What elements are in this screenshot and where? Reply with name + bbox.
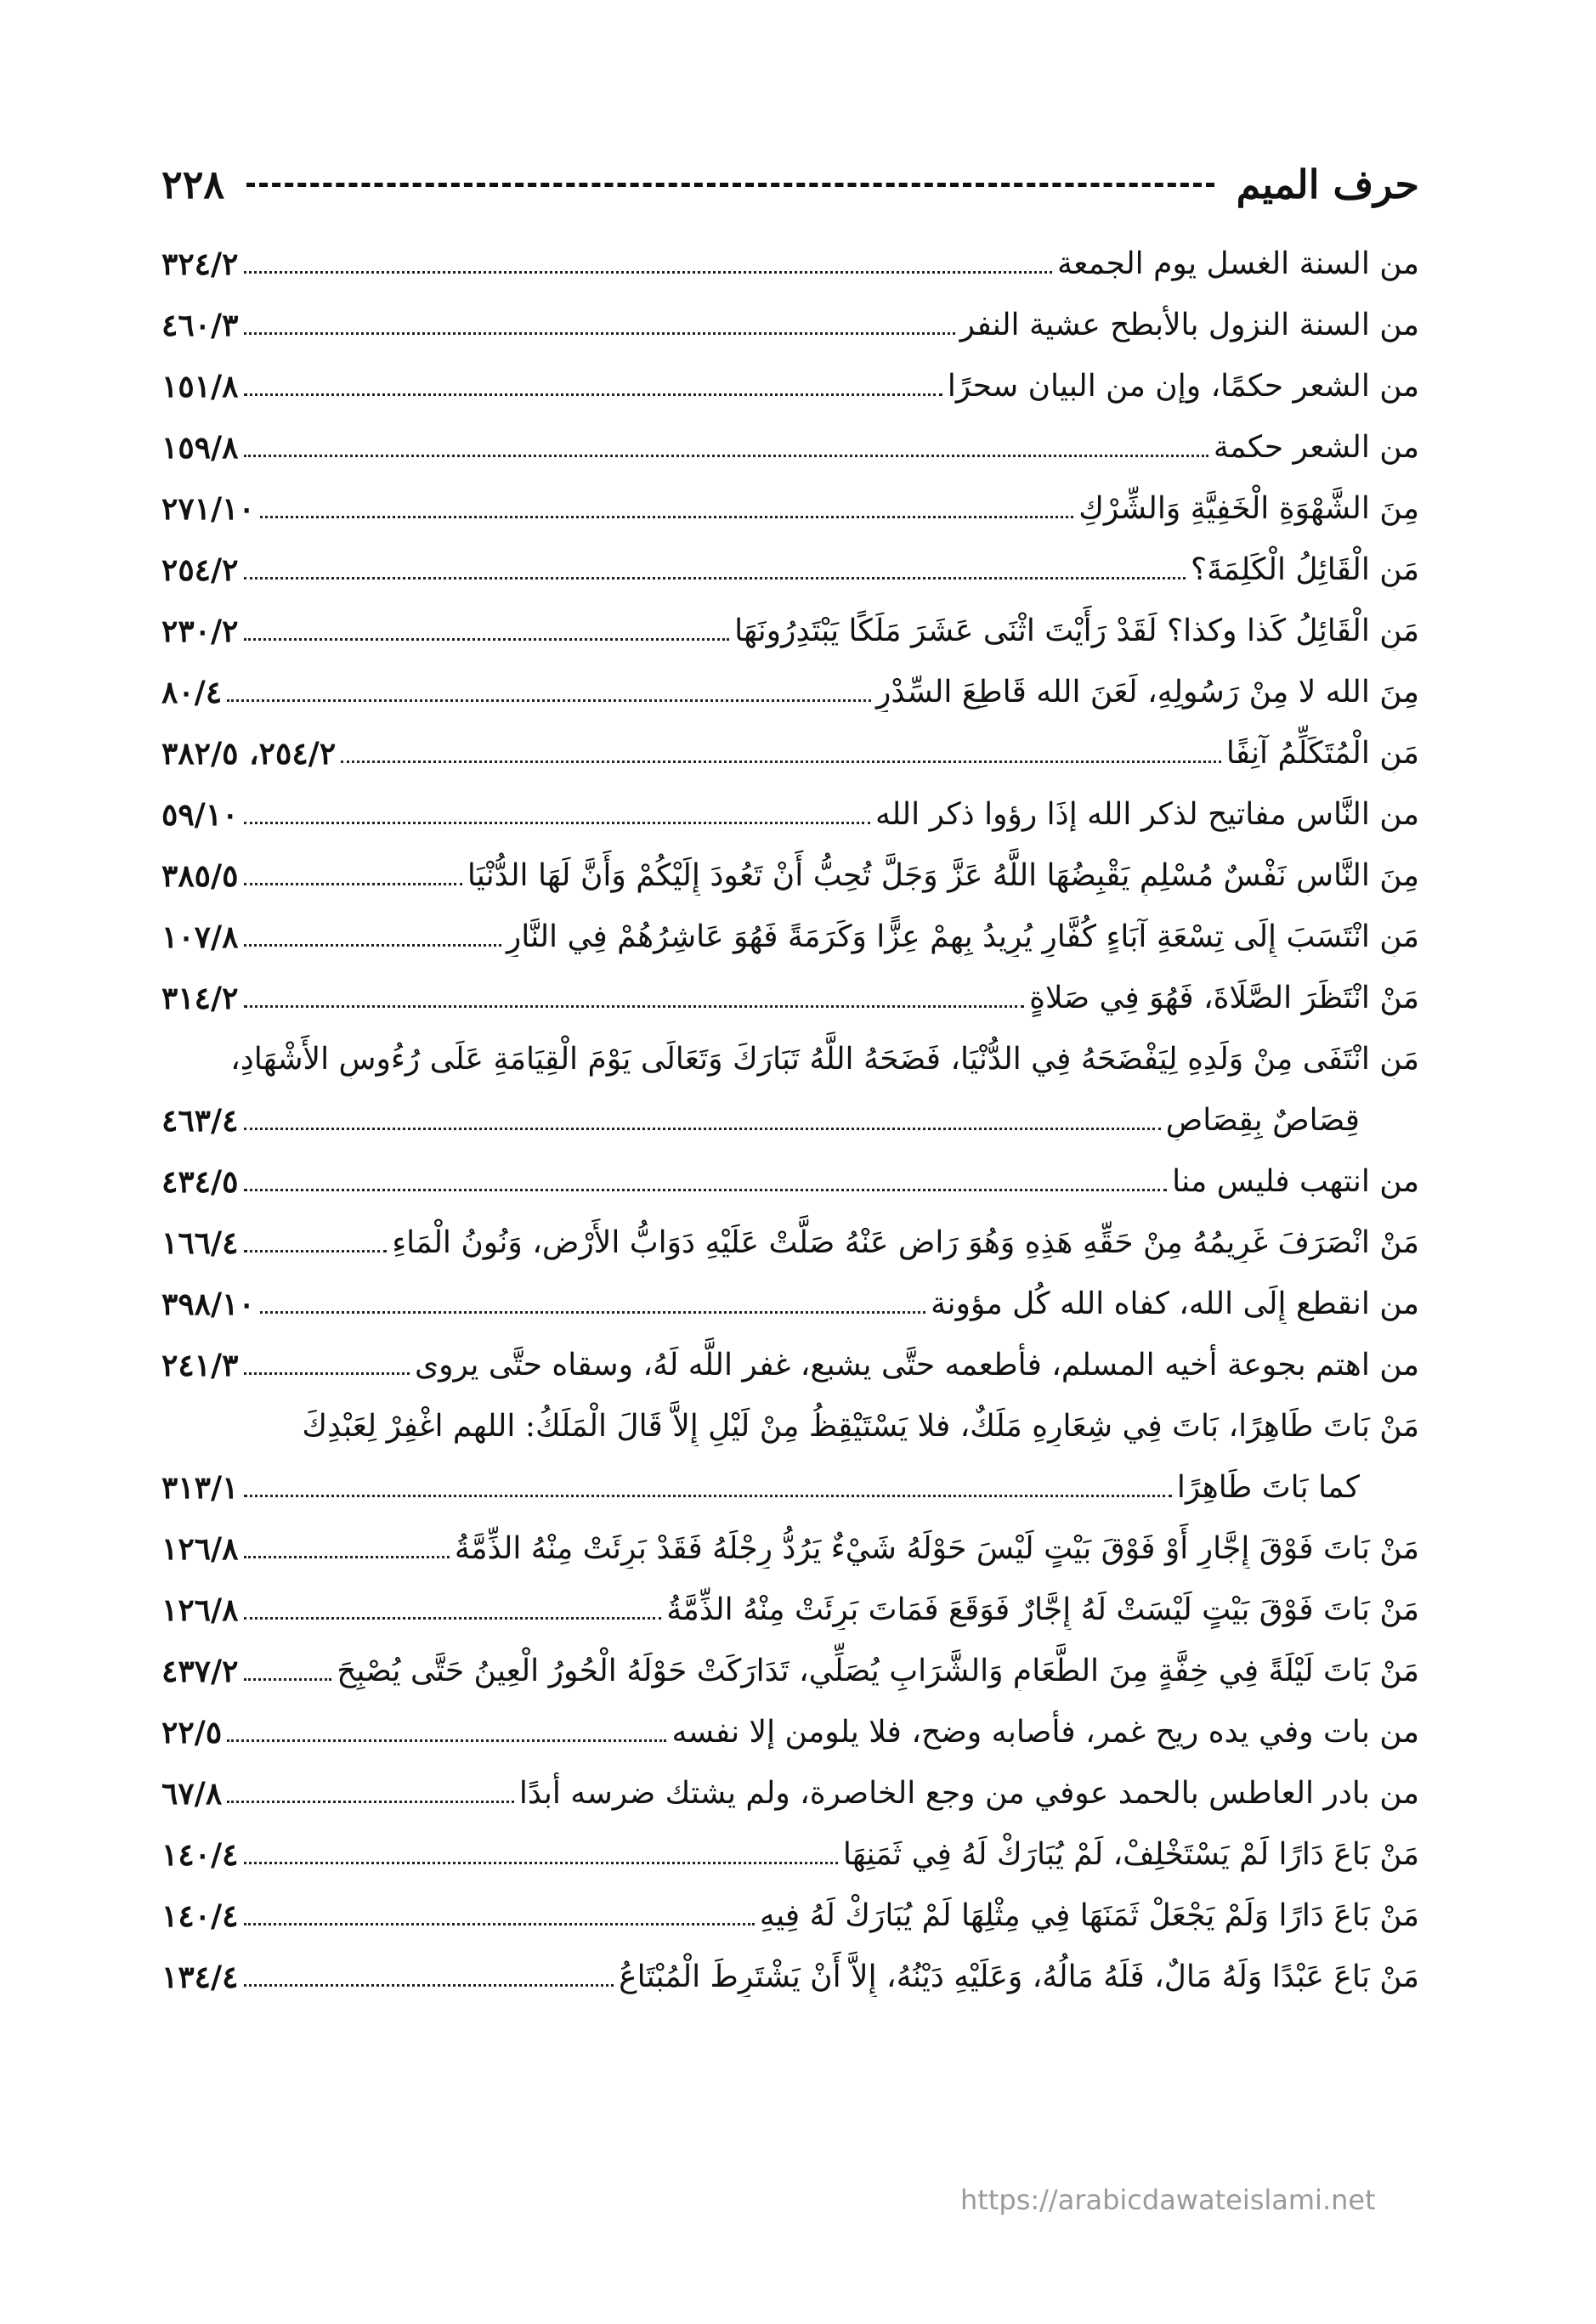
entry-text: مَنِ الْقَائِلُ الْكَلِمَةَ؟: [1191, 552, 1419, 587]
index-list: [161, 223, 1419, 1997]
dot-leader: [244, 944, 501, 947]
entry-text: مَنْ بَاتَ فَوْقَ إِجَّارٍ أَوْ فَوْقَ بَيْتٍ لَيْسَ حَوْلَهُ شَيْءٌ يَرُدُّ رِجْلَهُ فَقَدْ بَرِئَتْ مِنْهُ الذِّمَّةُ: [454, 1531, 1419, 1566]
index-entry: [161, 1752, 1419, 1813]
dot-leader: [244, 1862, 838, 1864]
entry-reference: ٣١٣/١: [161, 1470, 239, 1506]
dot-leader: [244, 455, 1208, 457]
dot-leader: [260, 1311, 925, 1314]
index-entry: [161, 1202, 1419, 1263]
entry-reference: ١٢٦/٨: [161, 1531, 239, 1567]
entry-text: مَنْ بَاتَ طَاهِرًا، بَاتَ فِي شِعَارِهِ مَلَكٌ، فلا يَسْتَيْقِظُ مِنْ لَيْلٍ إِلاَّ قَالَ الْمَلَكُ: اللهم اغْفِرْ لِعَبْدِكَ: [302, 1409, 1419, 1444]
section-title: حرف الميم: [1236, 161, 1419, 207]
index-entry: [161, 345, 1419, 406]
entry-text: من بات وفي يده ريح غمر، فأصابه وضح، فلا يلومن إلا نفسه: [671, 1715, 1419, 1750]
index-entry: [161, 467, 1419, 529]
entry-text: مَنْ انْصَرَفَ غَرِيمُهُ مِنْ حَقِّهِ هَذِهِ وَهُوَ رَاضٍ عَنْهُ صَلَّتْ عَلَيْهِ دَوَابُّ الأَرْضِ، وَنُونُ الْمَاءِ: [392, 1225, 1419, 1260]
entry-reference: ٣٢٤/٢: [161, 246, 239, 282]
entry-reference: ٨٠/٤: [161, 675, 223, 710]
entry-reference: ٤٣٧/٢: [161, 1654, 239, 1689]
index-entry: [161, 1324, 1419, 1385]
dot-leader: [244, 1923, 755, 1925]
entry-text: مَنْ بَاعَ دَارًا لَمْ يَسْتَخْلِفْ، لَمْ يُبَارَكْ لَهُ فِي ثَمَنِهَا: [842, 1837, 1419, 1872]
index-entry: [161, 1813, 1419, 1874]
entry-text: من الشعر حكمة: [1213, 430, 1419, 465]
entry-reference: ٢٤١/٣: [161, 1348, 239, 1383]
entry-text: مَنْ بَاعَ دَارًا وَلَمْ يَجْعَلْ ثَمَنَهَا فِي مِثْلِهَا لَمْ يُبَارَكْ لَهُ فِيهِ: [759, 1898, 1419, 1933]
index-entry: [161, 1691, 1419, 1752]
dot-leader: [260, 516, 1073, 518]
dot-leader: [244, 1372, 410, 1375]
entry-text: مَنْ بَاتَ فَوْقَ بَيْتٍ لَيْسَتْ لَهُ إِجَّارٌ فَوَقَعَ فَمَاتَ بَرِئَتْ مِنْهُ الذِّمَّةُ: [666, 1592, 1419, 1627]
index-entry: [161, 284, 1419, 345]
dot-leader: [244, 1005, 1025, 1008]
entry-text: من الشعر حكمًا، وإن من البيان سحرًا: [947, 369, 1419, 404]
index-entry: [161, 1874, 1419, 1936]
entry-reference: ٣٨٥/٥: [161, 858, 239, 894]
entry-reference: ٣١٤/٢: [161, 981, 239, 1016]
index-entry: [161, 223, 1419, 284]
dot-leader: [244, 638, 730, 641]
index-entry: [161, 896, 1419, 957]
entry-reference: ١٣٤/٤: [161, 1959, 239, 1995]
entry-reference: ١٤٠/٤: [161, 1837, 239, 1873]
entry-reference: ٤٦٣/٤: [161, 1103, 239, 1139]
dot-leader: [227, 1801, 514, 1803]
entry-text: من بادر العاطس بالحمد عوفي من وجع الخاصرة، ولم يشتك ضرسه أبدًا: [518, 1776, 1419, 1811]
entry-text: مَنْ انْتَظَرَ الصَّلَاةَ، فَهُوَ فِي صَلاةٍ: [1029, 981, 1419, 1015]
index-entry: [161, 1507, 1419, 1569]
page-header: [161, 157, 1419, 212]
dot-leader: [227, 699, 871, 702]
index-entry: [161, 1385, 1419, 1446]
entry-text: من اهتم بجوعة أخيه المسلم، فأطعمه حتَّى يشبع، غفر اللَّه لَهُ، وسقاه حتَّى يروى: [414, 1348, 1419, 1383]
entry-reference: ١٤٠/٤: [161, 1898, 239, 1934]
header-rule: [246, 183, 1214, 187]
entry-text: مِنَ الله لا مِنْ رَسُولِهِ، لَعَنَ الله قَاطِعَ السِّدْرِ: [876, 675, 1419, 710]
dot-leader: [244, 822, 870, 824]
dot-leader: [244, 1128, 1161, 1130]
entry-text: من السنة النزول بالأبطح عشية النفر: [959, 308, 1419, 342]
entry-text: مَنْ بَاعَ عَبْدًا وَلَهُ مَالٌ، فَلَهُ مَالُهُ، وَعَلَيْهِ دَيْنُهُ، إِلاَّ أَنْ يَشْتَرِطَ الْمُبْتَاعُ: [619, 1959, 1419, 1994]
dot-leader: [244, 1678, 332, 1681]
entry-reference: ١٠٧/٨: [161, 919, 239, 955]
index-entry: [161, 712, 1419, 773]
dot-leader: [244, 577, 1186, 580]
entry-text: من انقطع إِلَى الله، كفاه الله كُل مؤونة: [931, 1286, 1419, 1321]
index-entry: [161, 1018, 1419, 1079]
index-entry: [161, 1079, 1419, 1140]
entry-text: مَنِ الْمُتَكَلِّمُ آنِفًا: [1225, 736, 1419, 771]
entry-reference: ١٥٩/٨: [161, 430, 239, 466]
dot-leader: [244, 1495, 1172, 1497]
source-url: https://arabicdawateislami.net: [960, 2184, 1376, 2216]
entry-text: مَنِ انْتَفَى مِنْ وَلَدِهِ لِيَفْضَحَهُ فِي الدُّنْيَا، فَضَحَهُ اللَّهُ تَبَارَكَ وَتَعَالَى يَوْمَ الْقِيَامَةِ عَلَى رُءُوسِ الأَشْهَادِ،: [230, 1042, 1419, 1077]
index-entry: [161, 834, 1419, 896]
entry-text: مِنَ النَّاسِ نَفْسٌ مُسْلِمٍ يَقْبِضُهَا اللَّهُ عَزَّ وَجَلَّ تُحِبُّ أَنْ تَعُودَ إِلَيْكُمْ وَأَنَّ لَهَا الدُّنْيَا: [467, 858, 1419, 893]
index-entry: [161, 529, 1419, 590]
entry-text: مَنِ الْقَائِلُ كَذا وكذا؟ لَقَدْ رَأَيْتَ اثْنَى عَشَرَ مَلَكًا يَبْتَدِرُونَهَا: [734, 614, 1419, 648]
entry-reference: ٢٢/٥: [161, 1715, 223, 1750]
entry-reference: ٣٩٨/١٠: [161, 1286, 255, 1322]
entry-text: مَنْ بَاتَ لَيْلَةً فِي خِفَّةٍ مِنَ الطَّعَامِ وَالشَّرَابِ يُصَلِّي، تَدَارَكَتْ حَوْلَهُ الْحُورُ الْعِينُ حَتَّى يُصْبِحَ: [337, 1654, 1419, 1688]
entry-text: كما بَاتَ طَاهِرًا: [1176, 1470, 1360, 1505]
index-entry: [161, 773, 1419, 834]
entry-reference: ٥٩/١٠: [161, 797, 239, 833]
index-entry: [161, 651, 1419, 712]
index-entry: [161, 1446, 1419, 1507]
page-number: ٢٢٨: [161, 161, 225, 207]
entry-reference: ٢٧١/١٠: [161, 491, 255, 527]
index-entry: [161, 1263, 1419, 1324]
entry-reference: ٤٦٠/٣: [161, 308, 239, 343]
entry-reference: ١٥١/٨: [161, 369, 239, 404]
index-entry: [161, 590, 1419, 651]
entry-reference: ٤٣٤/٥: [161, 1164, 239, 1200]
entry-reference: ١٦٦/٤: [161, 1225, 239, 1261]
index-entry: [161, 406, 1419, 467]
dot-leader: [244, 393, 942, 396]
index-entry: [161, 1569, 1419, 1630]
dot-leader: [244, 1984, 614, 1987]
dot-leader: [244, 1617, 662, 1620]
entry-reference: ٢٥٤/٢: [161, 552, 239, 588]
index-entry: [161, 1630, 1419, 1691]
index-entry: [161, 957, 1419, 1018]
entry-text: من النَّاس مفاتيح لذكر الله إذَا رؤوا ذكر الله: [874, 797, 1419, 832]
dot-leader: [244, 1189, 1168, 1191]
entry-reference: ٢٥٤/٢، ٣٨٢/٥: [161, 736, 337, 772]
index-entry: [161, 1140, 1419, 1202]
dot-leader: [227, 1739, 666, 1742]
entry-text: من السنة الغسل يوم الجمعة: [1056, 246, 1419, 281]
entry-text: مِنَ الشَّهْوَةِ الْخَفِيَّةِ وَالشِّرْكِ: [1078, 491, 1419, 526]
dot-leader: [244, 332, 955, 335]
entry-reference: ١٢٦/٨: [161, 1592, 239, 1628]
dot-leader: [341, 761, 1221, 763]
dot-leader: [244, 271, 1052, 274]
index-entry: [161, 1936, 1419, 1997]
entry-text: قِصَاصٌ بِقِصَاصٍ: [1165, 1103, 1360, 1138]
entry-text: من انتهب فليس منا: [1172, 1164, 1419, 1199]
entry-text: مَنِ انْتَسَبَ إِلَى تِسْعَةِ آبَاءٍ كُفَّارٍ يُرِيدُ بِهِمْ عِزًّا وَكَرَمَةً فَهُوَ عَاشِرُهُمْ فِي النَّارِ: [506, 919, 1419, 954]
entry-reference: ٦٧/٨: [161, 1776, 223, 1812]
dot-leader: [244, 1556, 450, 1558]
dot-leader: [244, 883, 462, 885]
dot-leader: [244, 1250, 388, 1252]
entry-reference: ٢٣٠/٢: [161, 614, 239, 649]
